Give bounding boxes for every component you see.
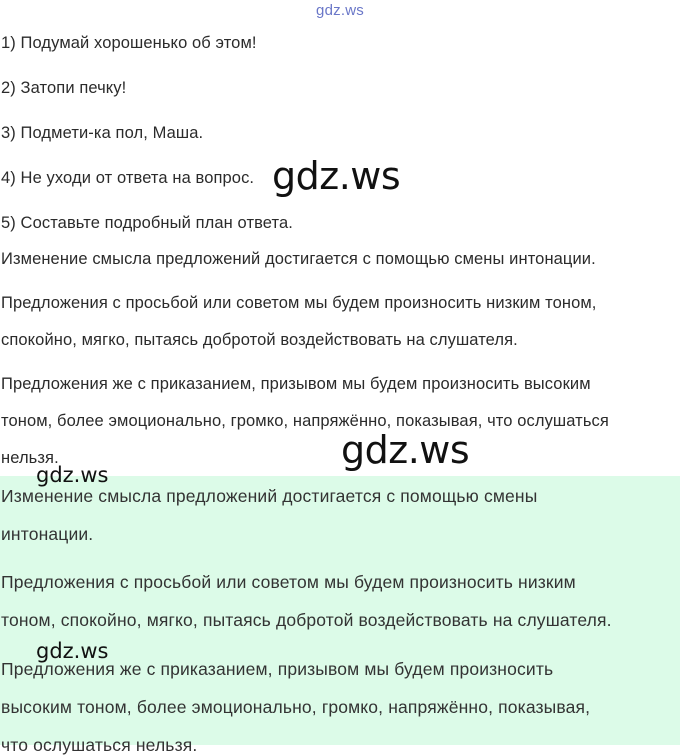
explanation-line-2: Предложения с просьбой или советом мы будем произносить низким тоном, <box>1 294 597 312</box>
highlight-line-2: интонации. <box>1 524 94 544</box>
highlight-line-3: Предложения с просьбой или советом мы будем произносить низким <box>1 572 576 592</box>
highlight-panel <box>0 476 680 755</box>
watermark-center-1: gdz.ws <box>272 154 401 198</box>
top-watermark: gdz.ws <box>316 2 364 19</box>
answer-2: 2) Затопи печку! <box>1 79 127 97</box>
answer-3: 3) Подмети-ка пол, Маша. <box>1 124 204 142</box>
highlight-line-5: Предложения же с приказанием, призывом мы будем произносить <box>1 659 554 679</box>
highlight-line-4: тоном, спокойно, мягко, пытаясь добротой воздействовать на слушателя. <box>1 610 612 630</box>
explanation-line-3: спокойно, мягко, пытаясь добротой воздействовать на слушателя. <box>1 331 518 349</box>
answer-4: 4) Не уходи от ответа на вопрос. <box>1 169 255 187</box>
highlight-line-6: высоким тоном, более эмоционально, громко, напряжённо, показывая, <box>1 697 591 717</box>
highlight-line-1: Изменение смысла предложений достигается с помощью смены <box>1 486 538 506</box>
explanation-line-4: Предложения же с приказанием, призывом мы будем произносить высоким <box>1 375 591 393</box>
explanation-line-5: тоном, более эмоционально, громко, напряжённо, показывая, что ослушаться <box>1 412 609 430</box>
explanation-line-6: нельзя. <box>1 449 59 467</box>
highlight-line-7: что ослушаться нельзя. <box>1 735 198 755</box>
explanation-line-1: Изменение смысла предложений достигается с помощью смены интонации. <box>1 250 596 268</box>
watermark-center-2: gdz.ws <box>341 428 470 472</box>
watermark-left-1: gdz.ws <box>36 463 109 487</box>
answer-5: 5) Составьте подробный план ответа. <box>1 214 293 232</box>
answer-1: 1) Подумай хорошенько об этом! <box>1 34 257 52</box>
watermark-left-2: gdz.ws <box>36 639 109 663</box>
